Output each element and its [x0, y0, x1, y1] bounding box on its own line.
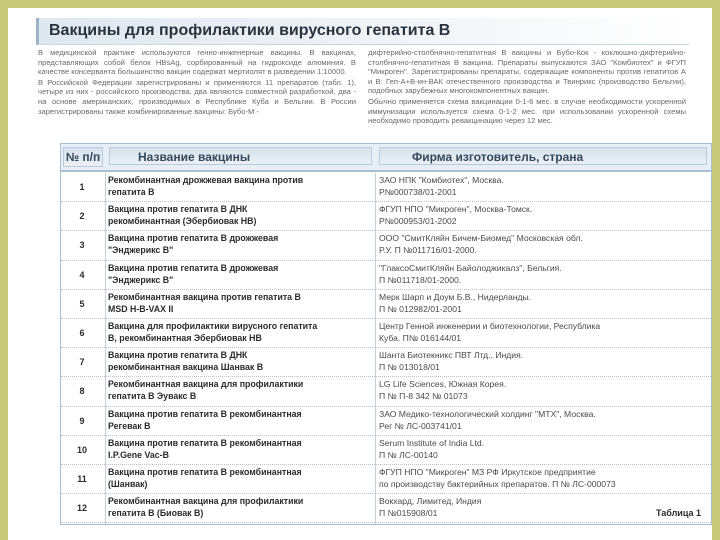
header-manufacturer: Фирма изготовитель, страна: [379, 147, 707, 165]
table-row: [61, 436, 711, 465]
table-row: [61, 173, 711, 202]
vaccine-name-cell: [108, 291, 373, 315]
vaccine-name-line: гепатита В (Биовак В): [108, 508, 204, 519]
vaccine-name-line: Регевак В: [108, 420, 151, 431]
intro-left-column: [38, 48, 356, 144]
manufacturer-line: ЗАО НПК "Комбиотех", Москва.: [379, 175, 504, 185]
vaccine-name-cell: [108, 232, 373, 256]
row-number: 11: [77, 473, 87, 484]
vaccine-name-line: Вакцина против гепатита В рекомбинантная: [108, 408, 302, 419]
table-caption: Таблица 1: [655, 508, 701, 518]
vaccine-name-line: Вакцина для профилактики вирусного гепатита: [108, 320, 318, 331]
table-row: [61, 290, 711, 319]
vaccine-name-line: рекомбинантная вакцина Шанвак В: [108, 362, 264, 373]
vaccine-name-line: Рекомбинантная дрожжевая вакцина против: [108, 175, 304, 185]
row-number: 8: [79, 386, 85, 397]
vaccine-table: [60, 143, 712, 525]
row-number: 5: [79, 298, 85, 309]
row-number: 10: [76, 444, 87, 455]
vaccine-name-line: Рекомбинантная вакцина для профилактики: [108, 379, 304, 390]
row-number: 12: [76, 503, 87, 514]
row-number: 3: [79, 240, 85, 251]
manufacturer-line: LG Life Sciences, Южная Корея.: [379, 379, 507, 390]
vaccine-name-cell: [108, 466, 373, 490]
manufacturer-line: ФГУП НПО "Микроген", Москва-Томск.: [379, 204, 533, 215]
manufacturer-cell: [379, 466, 704, 490]
row-number: 1: [79, 182, 85, 193]
table-row: [61, 465, 711, 494]
vaccine-name-cell: [108, 203, 373, 227]
table-row: [61, 261, 711, 290]
row-number: 4: [79, 269, 85, 280]
manufacturer-cell: [379, 320, 704, 344]
vaccine-name-cell: [108, 320, 373, 344]
manufacturer-cell: [379, 378, 704, 402]
manufacturer-line: Вокхард, Лимитед, Индия: [379, 496, 482, 507]
vaccine-name-line: Рекомбинантная вакцина против гепатита В: [108, 291, 301, 302]
table-header: [61, 144, 711, 172]
manufacturer-line: Р№000953/01-2002: [379, 216, 457, 227]
vaccine-name-line: Вакцина против гепатита В ДНК: [108, 204, 248, 215]
manufacturer-cell: [379, 408, 704, 432]
page-title: Вакцины для профилактики вирусного гепатита В: [49, 22, 451, 39]
table-body: [61, 173, 711, 523]
manufacturer-cell: [379, 174, 704, 198]
table-row: [61, 202, 711, 231]
vaccine-name-line: гепатита В: [108, 187, 155, 197]
manufacturer-line: ООО "СмитКляйн Бичем-Биомед" Московская обл.: [379, 233, 583, 244]
manufacturer-line: Р№000738/01-2001: [379, 187, 457, 197]
manufacturer-line: Р.У. П №011716/01-2000.: [379, 245, 477, 256]
table-row: [61, 407, 711, 436]
manufacturer-cell: [379, 203, 704, 227]
intro-paragraph: В Российской Федерации зарегистрированы и применяются 11 препаратов (табл. 1), четыре из них - российского производства, два являются совместной разработкой, два - на основе американских, производимых в Республике Куба и Бельгии. В России зарегистрированы также комбинированные вакцины: Бубо-М -: [38, 77, 356, 116]
manufacturer-line: ЗАО Медико-технологический холдинг "МТХ", Москва.: [379, 408, 596, 419]
manufacturer-cell: [379, 232, 704, 256]
manufacturer-line: Мерк Шарп и Доум Б.В., Нидерланды.: [379, 291, 532, 302]
vaccine-name-cell: [108, 262, 373, 286]
manufacturer-line: Куба. П№ 016144/01: [379, 332, 462, 343]
table-row: [61, 231, 711, 260]
vaccine-name-line: I.P.Gene Vac-B: [108, 449, 169, 460]
header-vaccine-name: Название вакцины: [109, 147, 372, 165]
vaccine-name-line: рекомбинантная (Эбербиовак НВ): [108, 216, 257, 227]
manufacturer-cell: [379, 437, 704, 461]
vaccine-name-line: Рекомбинантная вакцина для профилактики: [108, 496, 304, 507]
title-bar: [36, 18, 689, 45]
manufacturer-line: П №011718/01-2000.: [379, 274, 462, 285]
manufacturer-line: Serum Institute of India Ltd.: [379, 437, 485, 448]
intro-paragraph: В медицинской практике используются генно-инженерные вакцины. В вакцинах, представляющих собой белок HBsAg, сорбированный на гидроксиде алюминия. В качестве консерванта большинство вакцин содержат мертиолят в разведении 1:10000.: [38, 48, 356, 77]
vaccine-name-line: Вакцина против гепатита В дрожжевая: [108, 262, 279, 273]
table-row: [61, 377, 711, 406]
vaccine-name-line: "Энджерикс В": [108, 274, 174, 285]
table-row: [61, 494, 711, 523]
row-number: 2: [79, 211, 85, 222]
vaccine-name-cell: [108, 174, 373, 198]
manufacturer-line: Рег № ЛС-003741/01: [379, 420, 462, 431]
row-number: 7: [79, 357, 85, 368]
vaccine-name-line: гепатита В Эувакс В: [108, 391, 197, 402]
manufacturer-line: П № 013018/01: [379, 362, 440, 373]
manufacturer-cell: [379, 349, 704, 373]
table-row: [61, 348, 711, 377]
vaccine-name-line: (Шанвак): [108, 478, 148, 489]
intro-paragraph: дифтерийно-столбнячно-гепатитная В вакцины и Бубо-Кок - коклюшно-дифтерийно-столбнячно-гепатитная В вакцина. Препараты выпускаются ЗАО "Комбиотех" и ФГУП "Микроген". Зарегистрированы препараты, содержащие компоненты против гепатитов А и В: Геп-А+В-ин-ВАК отечественного производства и Твинрикс (производство Бельгии), подобных зарубежных многокомпонентных вакцин.: [368, 48, 686, 96]
intro-paragraph: Обычно применяется схема вакцинации 0-1-6 мес. в случае необходимости ускоренной иммунизации используется схема 0-1-2 мес. при использовании ускоренной схемы необходимо проводить ревакцинацию через 12 мес.: [368, 96, 686, 126]
vaccine-name-cell: [108, 495, 373, 519]
manufacturer-cell: [379, 262, 704, 286]
vaccine-name-line: Вакцина против гепатита В дрожжевая: [108, 233, 279, 244]
vaccine-name-cell: [108, 349, 373, 373]
manufacturer-line: Шанта Биотекникс ПВТ Лтд., Индия.: [379, 350, 524, 361]
vaccine-name-line: MSD H-B-VAX II: [108, 303, 174, 314]
header-number: № п/п: [63, 147, 103, 167]
vaccine-name-cell: [108, 408, 373, 432]
manufacturer-line: П №015908/01: [379, 508, 438, 519]
manufacturer-line: П № ЛС-00140: [379, 449, 438, 460]
manufacturer-line: "ГлаксоСмитКляйн Байолоджикалз", Бельгия.: [379, 262, 562, 273]
vaccine-name-cell: [108, 437, 373, 461]
manufacturer-line: П № П-8 342 № 01073: [379, 391, 468, 402]
vaccine-name-line: В, рекомбинантная Эбербиовак НВ: [108, 332, 262, 343]
manufacturer-line: ФГУП НПО "Микроген" МЗ РФ Иркутское предприятие: [379, 466, 596, 477]
vaccine-name-line: Вакцина против гепатита В ДНК: [108, 350, 248, 361]
manufacturer-line: Центр Генной инженерии и биотехнологии, Республика: [379, 320, 601, 331]
manufacturer-cell: [379, 291, 704, 315]
manufacturer-line: по производству бактерийных препаратов. П № ЛС-000073: [379, 478, 616, 489]
table-row: [61, 319, 711, 348]
intro-right-column: [368, 48, 686, 144]
vaccine-name-cell: [108, 378, 373, 402]
vaccine-name-line: Вакцина против гепатита В рекомбинантная: [108, 437, 302, 448]
row-number: 6: [79, 328, 85, 339]
row-number: 9: [79, 415, 85, 426]
manufacturer-line: П № 012982/01-2001: [379, 303, 462, 314]
vaccine-name-line: "Энджерикс В": [108, 245, 174, 256]
vaccine-name-line: Вакцина против гепатита В рекомбинантная: [108, 466, 302, 477]
